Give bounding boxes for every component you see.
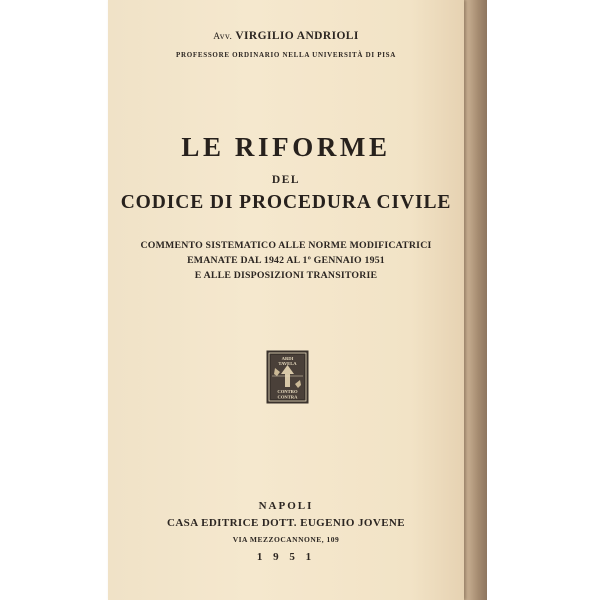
imprint-publisher: CASA EDITRICE DOTT. EUGENIO JOVENE <box>166 517 406 529</box>
book-title-continuation: CODICE DI PROCEDURA CIVILE <box>120 192 452 213</box>
subtitle-line-2: EMANATE DAL 1942 AL 1º GENNAIO 1951 <box>187 255 385 266</box>
publisher-emblem-icon <box>266 350 309 404</box>
book-title: LE RIFORME <box>181 132 391 162</box>
title-connector: DEL <box>271 174 301 186</box>
emblem-text-2: TAVELA <box>278 361 297 366</box>
imprint-city: NAPOLI <box>258 500 314 512</box>
emblem-text-4: CONTRA <box>277 394 298 400</box>
emblem-text-3: CONTRO <box>277 389 298 394</box>
imprint-address: VIA MEZZOCANNONE, 109 <box>232 535 340 544</box>
subtitle-line-1: COMMENTO SISTEMATICO ALLE NORME MODIFICATRICI <box>140 240 432 251</box>
author-prefix: Avv. <box>213 32 233 42</box>
imprint-year: 1 9 5 1 <box>256 551 316 563</box>
author-affiliation: PROFESSORE ORDINARIO NELLA UNIVERSITÀ DI PISA <box>176 51 396 59</box>
title-page <box>108 0 464 600</box>
subtitle-line-3: E ALLE DISPOSIZIONI TRANSITORIE <box>194 270 378 281</box>
emblem-text-1: ARDI <box>281 356 294 361</box>
author-name: VIRGILIO ANDRIOLI <box>235 30 359 42</box>
author-line <box>108 30 464 42</box>
